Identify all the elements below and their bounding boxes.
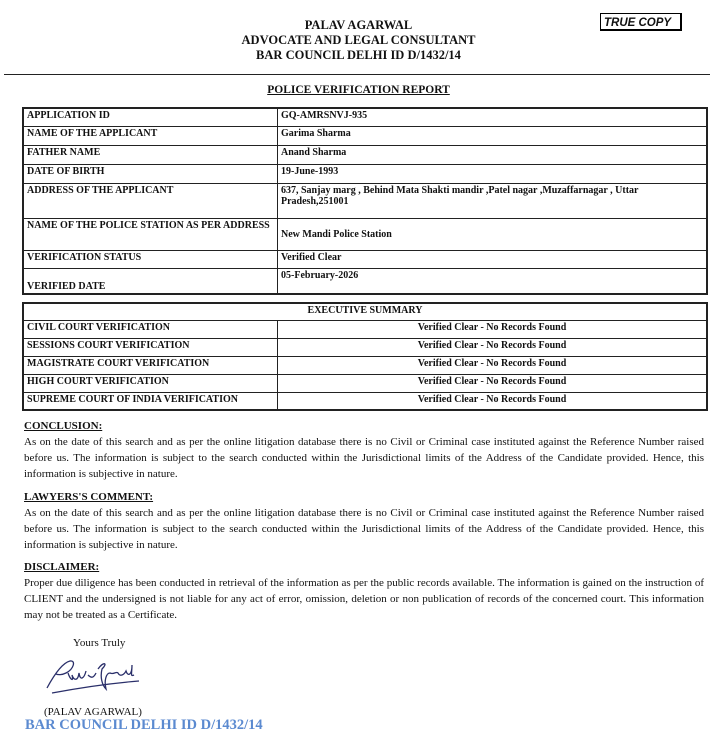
disclaimer-text: Proper due diligence has been conducted in retrieval of the information as per the public records available. The information is gained on the instruction of CLIENT and the undersigned is not liable for any act of error, omission, deletion or non publication of records of the concerned court. This information may not be treated as a Certificate. (24, 577, 704, 621)
table-row (23, 183, 707, 218)
row-label: APPLICATION ID (23, 108, 278, 126)
row-value: 05-February-2026 (278, 268, 708, 294)
closing: Yours Truly (73, 637, 126, 649)
row-label: SESSIONS COURT VERIFICATION (23, 338, 278, 356)
row-label: CIVIL COURT VERIFICATION (23, 320, 278, 338)
table-row (23, 374, 707, 392)
conclusion-text: As on the date of this search and as per the online litigation database there is no Civil or Criminal case instituted against the Reference Number raised before us. The information is subject to the search conducted within the Jurisdictional limits of the Address of the Candidate provided. Hence, this information is subjective in nature. (24, 436, 704, 480)
table-row (23, 320, 707, 338)
advocate-designation: ADVOCATE AND LEGAL CONSULTANT (241, 33, 476, 47)
conclusion-section (24, 418, 704, 482)
table-row (23, 338, 707, 356)
report-title: POLICE VERIFICATION REPORT (267, 84, 450, 96)
row-value: Verified Clear - No Records Found (278, 338, 708, 356)
advocate-bar-id: BAR COUNCIL DELHI ID D/1432/14 (256, 48, 461, 62)
table-row (23, 126, 707, 145)
header-divider (4, 74, 710, 75)
comment-text: As on the date of this search and as per the online litigation database there is no Civil or Criminal case instituted against the Reference Number raised before us. The information is subject to the search conducted within the Jurisdictional limits of the Address of the Candidate provided. Hence, this information is subjective in nature. (24, 507, 704, 551)
table-row (23, 108, 707, 126)
signature-image (44, 655, 144, 703)
signatory-bar-id: BAR COUNCIL DELHI ID D/1432/14 (25, 717, 263, 733)
table-row (23, 250, 707, 268)
row-label: NAME OF THE POLICE STATION AS PER ADDRESS (23, 218, 278, 250)
table-row (23, 218, 707, 250)
row-label: NAME OF THE APPLICANT (23, 126, 278, 145)
row-value: Verified Clear - No Records Found (278, 374, 708, 392)
row-value: Garima Sharma (278, 126, 708, 145)
row-label: VERIFIED DATE (23, 268, 278, 294)
row-value: Anand Sharma (278, 145, 708, 164)
row-value: Verified Clear - No Records Found (278, 392, 708, 410)
table-row (23, 164, 707, 183)
row-value: Verified Clear - No Records Found (278, 320, 708, 338)
row-value: 19-June-1993 (278, 164, 708, 183)
table-row (23, 392, 707, 410)
row-value: GQ-AMRSNVJ-935 (278, 108, 708, 126)
signatory-name: (PALAV AGARWAL) (44, 706, 142, 718)
executive-summary-table (22, 302, 708, 411)
advocate-name: PALAV AGARWAL (304, 18, 413, 32)
row-value: New Mandi Police Station (278, 218, 708, 250)
conclusion-heading: CONCLUSION: (24, 420, 103, 432)
row-value: 637, Sanjay marg , Behind Mata Shakti mandir ,Patel nagar ,Muzaffarnagar , Uttar Pradesh,251001 (278, 183, 708, 218)
lawyers-comment-section (24, 489, 704, 553)
row-label: DATE OF BIRTH (23, 164, 278, 183)
row-value: Verified Clear - No Records Found (278, 356, 708, 374)
summary-title: EXECUTIVE SUMMARY (23, 303, 707, 320)
row-label: MAGISTRATE COURT VERIFICATION (23, 356, 278, 374)
table-row (23, 145, 707, 164)
details-table (22, 107, 708, 295)
table-row (23, 356, 707, 374)
row-label: VERIFICATION STATUS (23, 250, 278, 268)
row-label: ADDRESS OF THE APPLICANT (23, 183, 278, 218)
row-value: Verified Clear (278, 250, 708, 268)
comment-heading: LAWYERS'S COMMENT: (24, 491, 154, 503)
true-copy-stamp: TRUE COPY (600, 13, 682, 31)
row-label: FATHER NAME (23, 145, 278, 164)
row-label: HIGH COURT VERIFICATION (23, 374, 278, 392)
table-row (23, 268, 707, 294)
disclaimer-section (24, 559, 704, 623)
row-label: SUPREME COURT OF INDIA VERIFICATION (23, 392, 278, 410)
disclaimer-heading: DISCLAIMER: (24, 561, 100, 573)
